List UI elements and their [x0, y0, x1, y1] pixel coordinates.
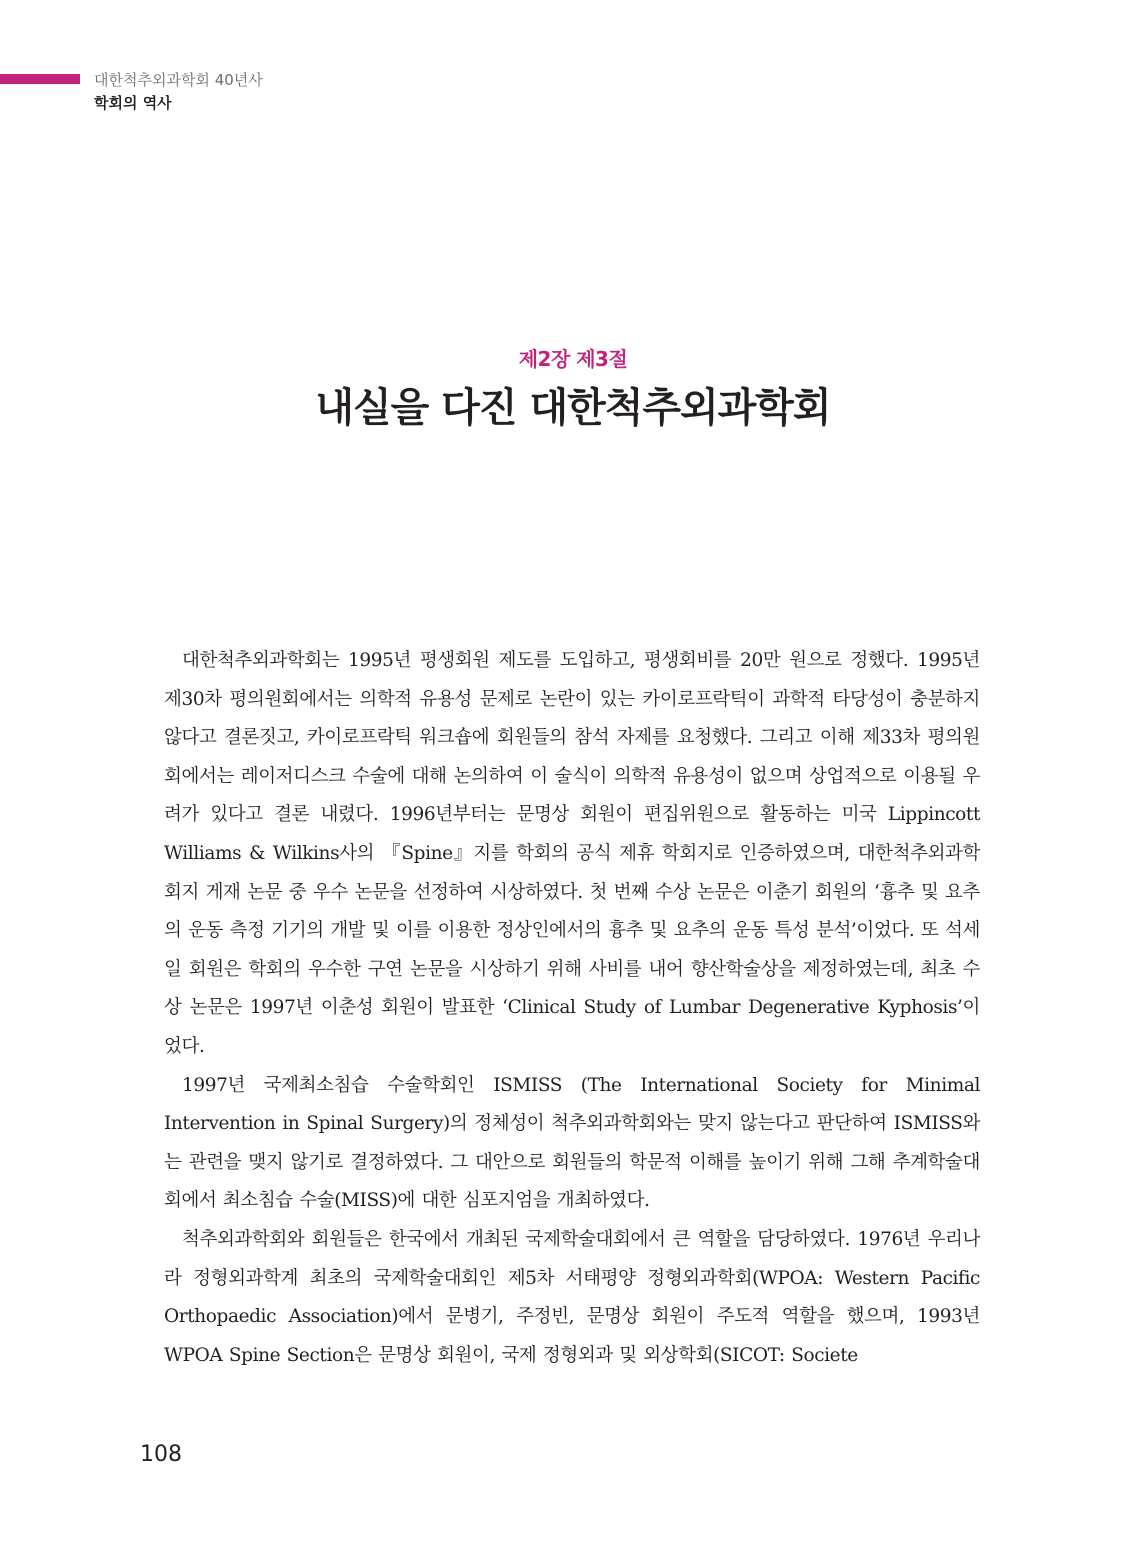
chapter-label: 제2장 제3절: [518, 347, 628, 371]
body-text: [164, 642, 980, 1375]
paragraph: 1997년 국제최소침습 수술학회인 ISMISS (The International Society for Minimal Intervention in Spinal Surgery)의 정체성이 척추외과학회와는 맞지 않는다고 판단하여 ISMISS와는 관련을 맺지 않기로 결정하였다. 그 대안으로 회원들의 학문적 이해를 높이기 위해 그해 추계학술대회에서 최소침습 수술(MISS)에 대한 심포지엄을 개최하였다.: [164, 1074, 980, 1212]
paragraph: 대한척추외과학회는 1995년 평생회원 제도를 도입하고, 평생회비를 20만 원으로 정했다. 1995년 제30차 평의원회에서는 의학적 유용성 문제로 논란이 있는 카이로프락틱이 과학적 타당성이 충분하지 않다고 결론짓고, 카이로프락틱 워크숍에 회원들의 참석 자제를 요청했다. 그리고 이해 제33차 평의원회에서는 레이저디스크 수술에 대해 논의하여 이 술식이 의학적 유용성이 없으며 상업적으로 이용될 우려가 있다고 결론 내렸다. 1996년부터는 문명상 회원이 편집위원으로 활동하는 미국 Lippincott Williams & Wilkins사의 『Spine』지를 학회의 공식 제휴 학회지로 인증하였으며, 대한척추외과학회지 게재 논문 중 우수 논문을 선정하여 시상하였다. 첫 번째 수상 논문은 이춘기 회원의 ‘흉추 및 요추의 운동 측정 기기의 개발 및 이를 이용한 정상인에서의 흉추 및 요추의 운동 특성 분석’이었다. 또 석세일 회원은 학회의 우수한 구연 논문을 시상하기 위해 사비를 내어 향산학술상을 제정하였는데, 최초 수상 논문은 1997년 이춘성 회원이 발표한 ‘Clinical Study of Lumbar Degenerative Kyphosis’이었다.: [164, 650, 980, 1057]
running-header-book-title: 대한척추외과학회 40년사: [94, 71, 263, 89]
chapter-title: 내실을 다진 대한척추외과학회: [315, 385, 831, 431]
running-header-section: 학회의 역사: [94, 94, 172, 112]
paragraph: 척추외과학회와 회원들은 한국에서 개최된 국제학술대회에서 큰 역할을 담당하였다. 1976년 우리나라 정형외과학계 최초의 국제학술대회인 제5차 서태평양 정형외과학회(WPOA: Western Pacific Orthopaedic Association)에서 문병기, 주정빈, 문명상 회원이 주도적 역할을 했으며, 1993년 WPOA Spine Section은 문명상 회원이, 국제 정형외과 및 외상학회(SICOT: Societe: [164, 1228, 980, 1366]
page-number: 108: [140, 1442, 182, 1467]
header-accent-bar: [0, 74, 80, 84]
